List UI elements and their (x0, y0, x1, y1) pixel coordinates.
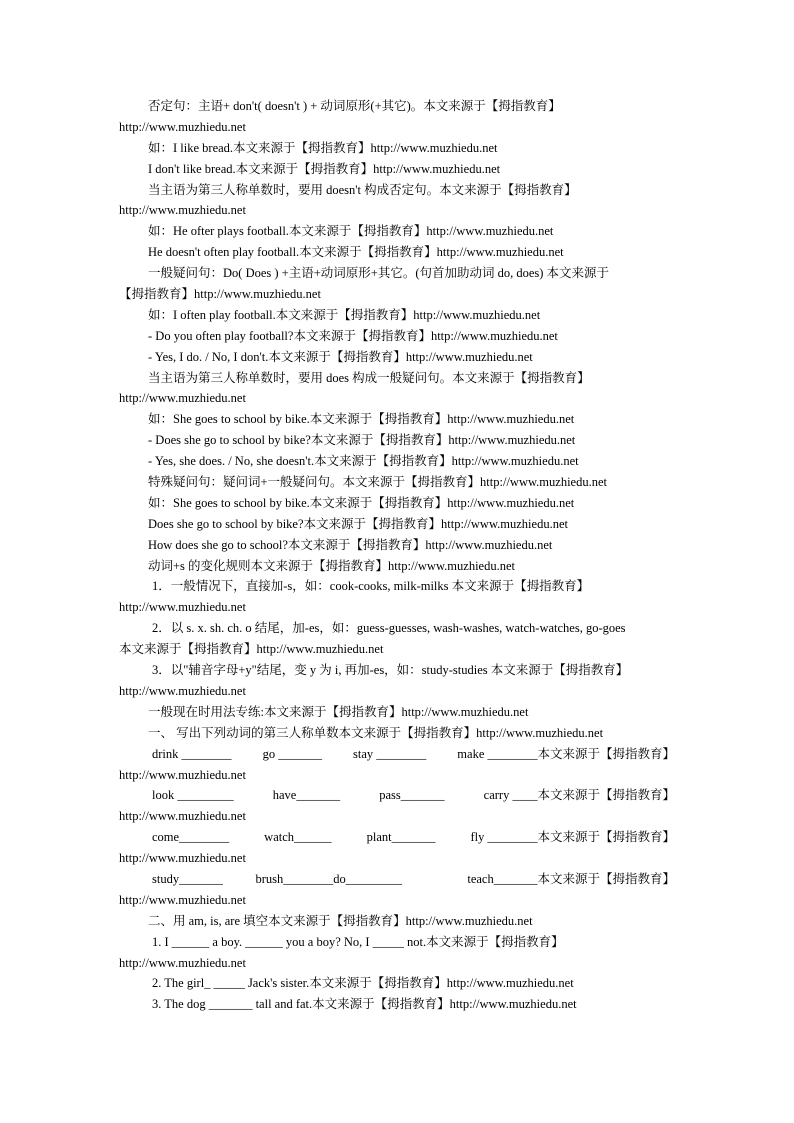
text-line: I don't like bread.本文来源于【拇指教育】http://www.muzhiedu.net (148, 161, 501, 176)
exercise-cell: go _______ (262, 746, 322, 761)
exercise-cell: pass_______ (379, 788, 445, 803)
text-line: 【拇指教育】http://www.muzhiedu.net (119, 287, 321, 302)
text-line: http://www.muzhiedu.net (119, 119, 246, 134)
text-line: 1．一般情况下，直接加-s，如：cook-cooks, milk-milks 本文来源于【拇指教育】 (152, 579, 590, 594)
exercise-cell: plant_______ (366, 830, 436, 845)
text-line: 3．以"辅音字母+y"结尾，变 y 为 i, 再加-es，如：study-studies 本文来源于【拇指教育】 (152, 663, 629, 678)
text-line: 一般现在时用法专练:本文来源于【拇指教育】http://www.muzhiedu.net (148, 704, 529, 719)
document-page (119, 96, 675, 1015)
text-line: 当主语为第三人称单数时，要用 doesn't 构成否定句。本文来源于【拇指教育】 (148, 182, 577, 197)
exercise-cell: make ________本文来源于【拇指教育】 (457, 746, 675, 761)
question-line: 2. The girl_ _____ Jack's sister.本文来源于【拇指教育】http://www.muzhiedu.net (152, 976, 574, 991)
text-line: He doesn't often play football.本文来源于【拇指教育】http://www.muzhiedu.net (148, 245, 564, 260)
exercise-cell: have_______ (272, 788, 341, 803)
text-line: 一般疑问句：Do( Does ) +主语+动词原形+其它。(句首加助动词 do, does) 本文来源于 (148, 266, 610, 281)
exercise-cell: teach_______本文来源于【拇指教育】 (467, 871, 675, 886)
question-line: 1. I ______ a boy. ______ you a boy? No, I _____ not.本文来源于【拇指教育】 (152, 934, 564, 949)
text-line: http://www.muzhiedu.net (119, 683, 246, 698)
text-line: http://www.muzhiedu.net (119, 955, 246, 970)
text-line: 如：I often play football.本文来源于【拇指教育】http://www.muzhiedu.net (148, 307, 541, 322)
exercise-cell: fly ________本文来源于【拇指教育】 (470, 830, 675, 845)
text-line: 如：She goes to school by bike.本文来源于【拇指教育】http://www.muzhiedu.net (148, 495, 575, 510)
exercise-cell: stay ________ (352, 746, 427, 761)
text-line: How does she go to school?本文来源于【拇指教育】http://www.muzhiedu.net (148, 537, 553, 552)
text-line: 本文来源于【拇指教育】http://www.muzhiedu.net (119, 642, 384, 657)
section-title: 二、用 am, is, are 填空本文来源于【拇指教育】http://www.muzhiedu.net (148, 913, 533, 928)
section-title: 一、 写出下列动词的第三人称单数本文来源于【拇指教育】http://www.muzhiedu.net (148, 725, 604, 740)
exercise-cell: drink ________ (152, 746, 232, 761)
text-line: 特殊疑问句：疑问词+一般疑问句。本文来源于【拇指教育】http://www.muzhiedu.net (148, 475, 607, 490)
text-line: http://www.muzhiedu.net (119, 892, 246, 907)
text-line: http://www.muzhiedu.net (119, 600, 246, 615)
text-line: http://www.muzhiedu.net (119, 203, 246, 218)
text-line: Does she go to school by bike?本文来源于【拇指教育】http://www.muzhiedu.net (148, 516, 568, 531)
exercise-cell: look _________ (152, 788, 234, 803)
text-line: 动词+s 的变化规则本文来源于【拇指教育】http://www.muzhiedu.net (148, 558, 515, 573)
exercise-cell: study_______ (152, 871, 223, 886)
text-line: http://www.muzhiedu.net (119, 809, 246, 824)
exercise-cell: carry ____本文来源于【拇指教育】 (483, 788, 675, 803)
text-line: 如：He ofter plays football.本文来源于【拇指教育】http://www.muzhiedu.net (148, 224, 554, 239)
text-line: - Do you often play football?本文来源于【拇指教育】http://www.muzhiedu.net (148, 328, 558, 343)
text-line: 如：She goes to school by bike.本文来源于【拇指教育】http://www.muzhiedu.net (148, 412, 575, 427)
text-line: - Yes, I do. / No, I don't.本文来源于【拇指教育】http://www.muzhiedu.net (148, 349, 533, 364)
text-line: http://www.muzhiedu.net (119, 391, 246, 406)
exercise-row (119, 827, 675, 848)
text-line: 否定句：主语+ don't( doesn't ) + 动词原形(+其它)。本文来源于【拇指教育】 (148, 99, 561, 113)
question-line: 3. The dog _______ tall and fat.本文来源于【拇指教育】http://www.muzhiedu.net (152, 997, 577, 1012)
text-line: http://www.muzhiedu.net (119, 767, 246, 782)
exercise-row (119, 785, 675, 806)
exercise-row (119, 744, 675, 765)
text-line: - Does she go to school by bike?本文来源于【拇指教育】http://www.muzhiedu.net (148, 433, 576, 448)
exercise-row (119, 869, 675, 890)
exercise-cell: come________ (152, 830, 230, 845)
text-line: 当主语为第三人称单数时，要用 does 构成一般疑问句。本文来源于【拇指教育】 (148, 370, 590, 385)
text-line: - Yes, she does. / No, she doesn't.本文来源于【拇指教育】http://www.muzhiedu.net (148, 454, 579, 469)
text-line: http://www.muzhiedu.net (119, 851, 246, 866)
text-line: 2．以 s. x. sh. ch. o 结尾，加-es，如：guess-guesses, wash-washes, watch-watches, go-goes (152, 621, 626, 636)
exercise-cell: watch______ (264, 830, 332, 845)
exercise-cell: brush________do_________ (255, 871, 403, 886)
text-line: 如：I like bread.本文来源于【拇指教育】http://www.muzhiedu.net (148, 140, 498, 155)
